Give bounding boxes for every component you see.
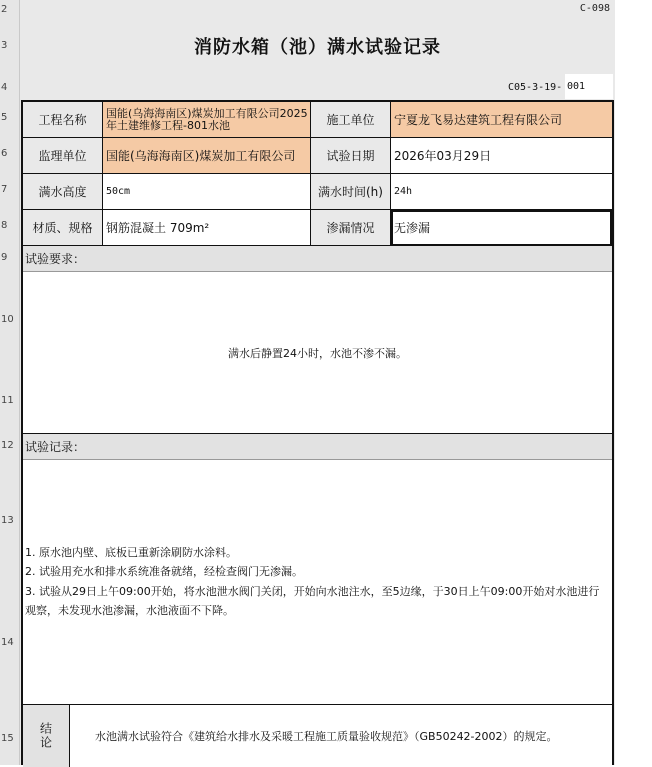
requirements-text[interactable]: 满水后静置24小时，水池不渗不漏。 <box>228 347 407 360</box>
supervisor-value-cell[interactable]: 国能(乌海海南区)煤炭加工有限公司 <box>103 138 311 174</box>
supervisor-label: 监理单位 <box>23 138 103 174</box>
requirements-heading: 试验要求： <box>23 246 612 272</box>
row-number[interactable]: 10 <box>1 314 14 325</box>
row-number[interactable]: 15 <box>1 733 14 744</box>
test-date-value-cell[interactable]: 2026年03月29日 <box>391 138 612 174</box>
water-time-label: 满水时间(h) <box>311 174 391 210</box>
page-title: 消防水箱（池）满水试验记录 <box>194 37 441 58</box>
record-table <box>21 100 614 765</box>
leak-value-cell[interactable]: 无渗漏 <box>391 210 612 246</box>
row-number[interactable]: 8 <box>1 220 8 231</box>
row-header-column <box>0 0 20 765</box>
row-number[interactable]: 12 <box>1 440 14 451</box>
row-number[interactable]: 4 <box>1 82 8 93</box>
row-number[interactable]: 13 <box>1 515 14 526</box>
row-number[interactable]: 6 <box>1 148 8 159</box>
row-number[interactable]: 3 <box>1 40 8 51</box>
row-number[interactable]: 5 <box>1 112 8 123</box>
record-line-3[interactable]: 3. 试验从29日上午09:00开始，将水池泄水阀门关闭，开始向水池注水，至5边缘，于30日上午09:00开始对水池进行观察，未发现水池渗漏，水池液面不下降。 <box>25 585 600 617</box>
contractor-value-cell[interactable]: 宁夏龙飞易达建筑工程有限公司 <box>391 102 612 138</box>
form-code: C-098 <box>579 3 610 14</box>
row-number[interactable]: 7 <box>1 184 8 195</box>
conclusion-label: 结论 <box>38 722 53 750</box>
water-height-value-cell[interactable]: 50cm <box>103 174 311 210</box>
doc-number-label: C05-3-19- <box>508 82 563 93</box>
project-label: 工程名称 <box>23 102 103 138</box>
conclusion-label-cell <box>23 704 70 767</box>
record-line-1[interactable]: 1. 原水池内壁、底板已重新涂刷防水涂料。 <box>25 546 237 559</box>
material-value-cell[interactable]: 钢筋混凝土 709m² <box>103 210 311 246</box>
sheet-right-margin <box>615 0 652 765</box>
water-height-label: 满水高度 <box>23 174 103 210</box>
row-number[interactable]: 11 <box>1 395 14 406</box>
project-value-cell[interactable]: 国能(乌海海南区)煤炭加工有限公司2025年土建维修工程-801水池 <box>103 102 311 138</box>
row-number[interactable]: 14 <box>1 637 14 648</box>
material-label: 材质、规格 <box>23 210 103 246</box>
leak-label: 渗漏情况 <box>311 210 391 246</box>
test-date-label: 试验日期 <box>311 138 391 174</box>
row-number[interactable]: 9 <box>1 252 8 263</box>
record-line-2[interactable]: 2. 试验用充水和排水系统准备就绪，经检查阀门无渗漏。 <box>25 565 303 578</box>
doc-number-cell[interactable]: 001 <box>565 74 613 99</box>
row-number[interactable]: 2 <box>1 4 8 15</box>
water-time-value-cell[interactable]: 24h <box>391 174 612 210</box>
conclusion-text[interactable]: 水池满水试验符合《建筑给水排水及采暖工程施工质量验收规范》（GB50242-2002）的规定。 <box>70 704 612 767</box>
contractor-label: 施工单位 <box>311 102 391 138</box>
record-heading: 试验记录： <box>23 434 612 460</box>
